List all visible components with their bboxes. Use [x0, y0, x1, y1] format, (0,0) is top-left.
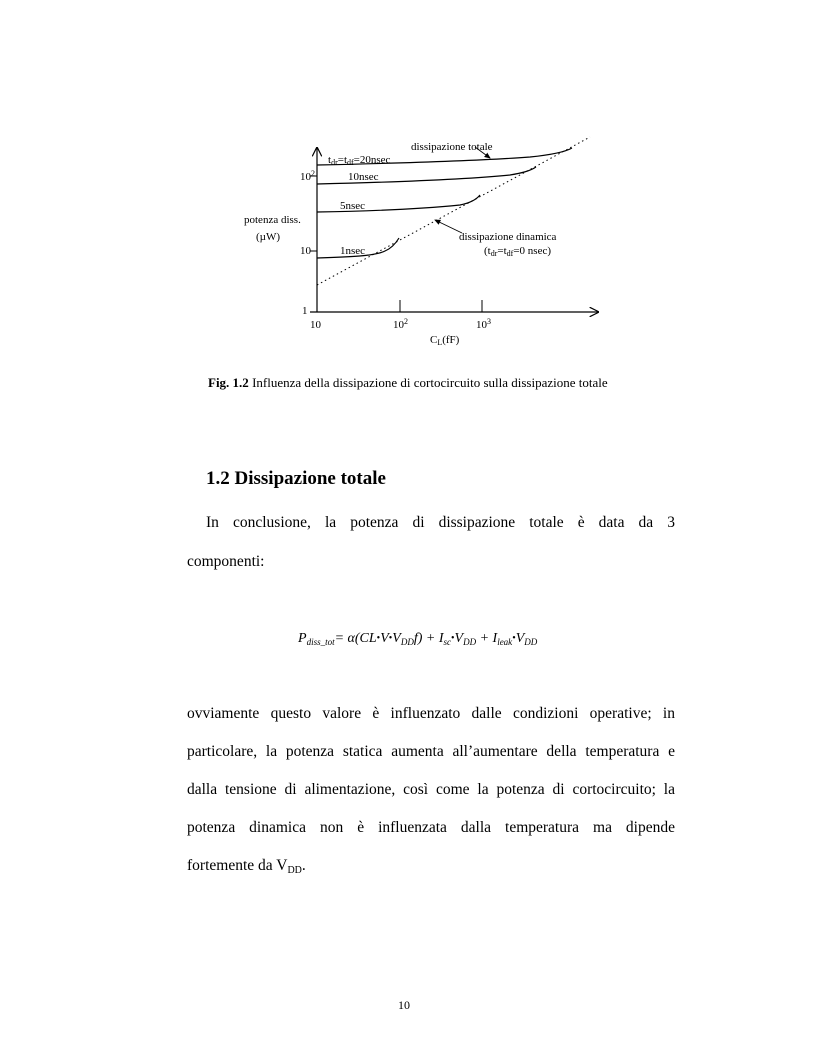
paragraph-2-line-3: dalla tensione di alimentazione, così come la potenza di cortocircuito; la: [187, 781, 675, 798]
paragraph-2-line-1: ovviamente questo valore è influenzato dalle condizioni operative; in: [187, 705, 675, 722]
caption-label: Fig. 1.2: [208, 375, 249, 390]
y-tick-label-1: 1: [302, 305, 308, 317]
y-tick-label-10: 10: [300, 245, 311, 257]
y-axis-title: [244, 215, 301, 226]
label-total: dissipazione totale: [411, 141, 493, 153]
x-axis-title: $C_L(fF)$: [430, 334, 460, 347]
page-number: 10: [398, 998, 410, 1012]
power-chart: [230, 130, 610, 360]
paragraph-2-line-5: fortemente da VDD.: [187, 857, 306, 876]
x-tick-label-10: 10: [310, 319, 321, 331]
label-dynamic-params: ($t_{dr}=t_{df}=0$ nsec): [484, 245, 552, 258]
x-tick-label-100: $10^2$: [393, 317, 408, 331]
label-5nsec: 5nsec: [340, 200, 366, 212]
formula-total-power: $P_{diss\_tot}=$ $\alpha(CL•V•V_{DD}f)$ + $I_{sc}•V_{DD}$ + $I_{leak}•V_{DD}$: [298, 631, 538, 647]
y-axis-title-line1: potenza diss.: [244, 214, 301, 226]
x-tick-label-1000: $10^3$: [476, 317, 491, 331]
paragraph-2-line-4: potenza dinamica non è influenzata dalla temperatura ma dipende: [187, 819, 675, 836]
label-10nsec: 10nsec: [348, 171, 379, 183]
arrow-dynamic: [435, 220, 462, 233]
label-dynamic: dissipazione dinamica: [459, 231, 557, 243]
y-axis-title-line2: (µW): [256, 231, 281, 243]
label-20nsec: $t_{dr}=t_{df}=20nsec$: [328, 154, 391, 167]
paragraph-1-line-1: In conclusione, la potenza di dissipazione totale è data da 3: [206, 514, 675, 531]
figure-1-2: [230, 130, 610, 360]
figure-caption: [208, 375, 608, 391]
caption-text: Influenza della dissipazione di cortocircuito sulla dissipazione totale: [248, 375, 608, 390]
y-tick-label-100: $10^2$: [300, 169, 315, 183]
label-1nsec: 1nsec: [340, 245, 366, 257]
paragraph-2-line-2: particolare, la potenza statica aumenta all’aumentare della temperatura e: [187, 743, 675, 760]
y-axis-unit: [256, 232, 280, 243]
paragraph-1-line-2: componenti:: [187, 553, 265, 570]
section-title: 1.2 Dissipazione totale: [206, 468, 386, 489]
